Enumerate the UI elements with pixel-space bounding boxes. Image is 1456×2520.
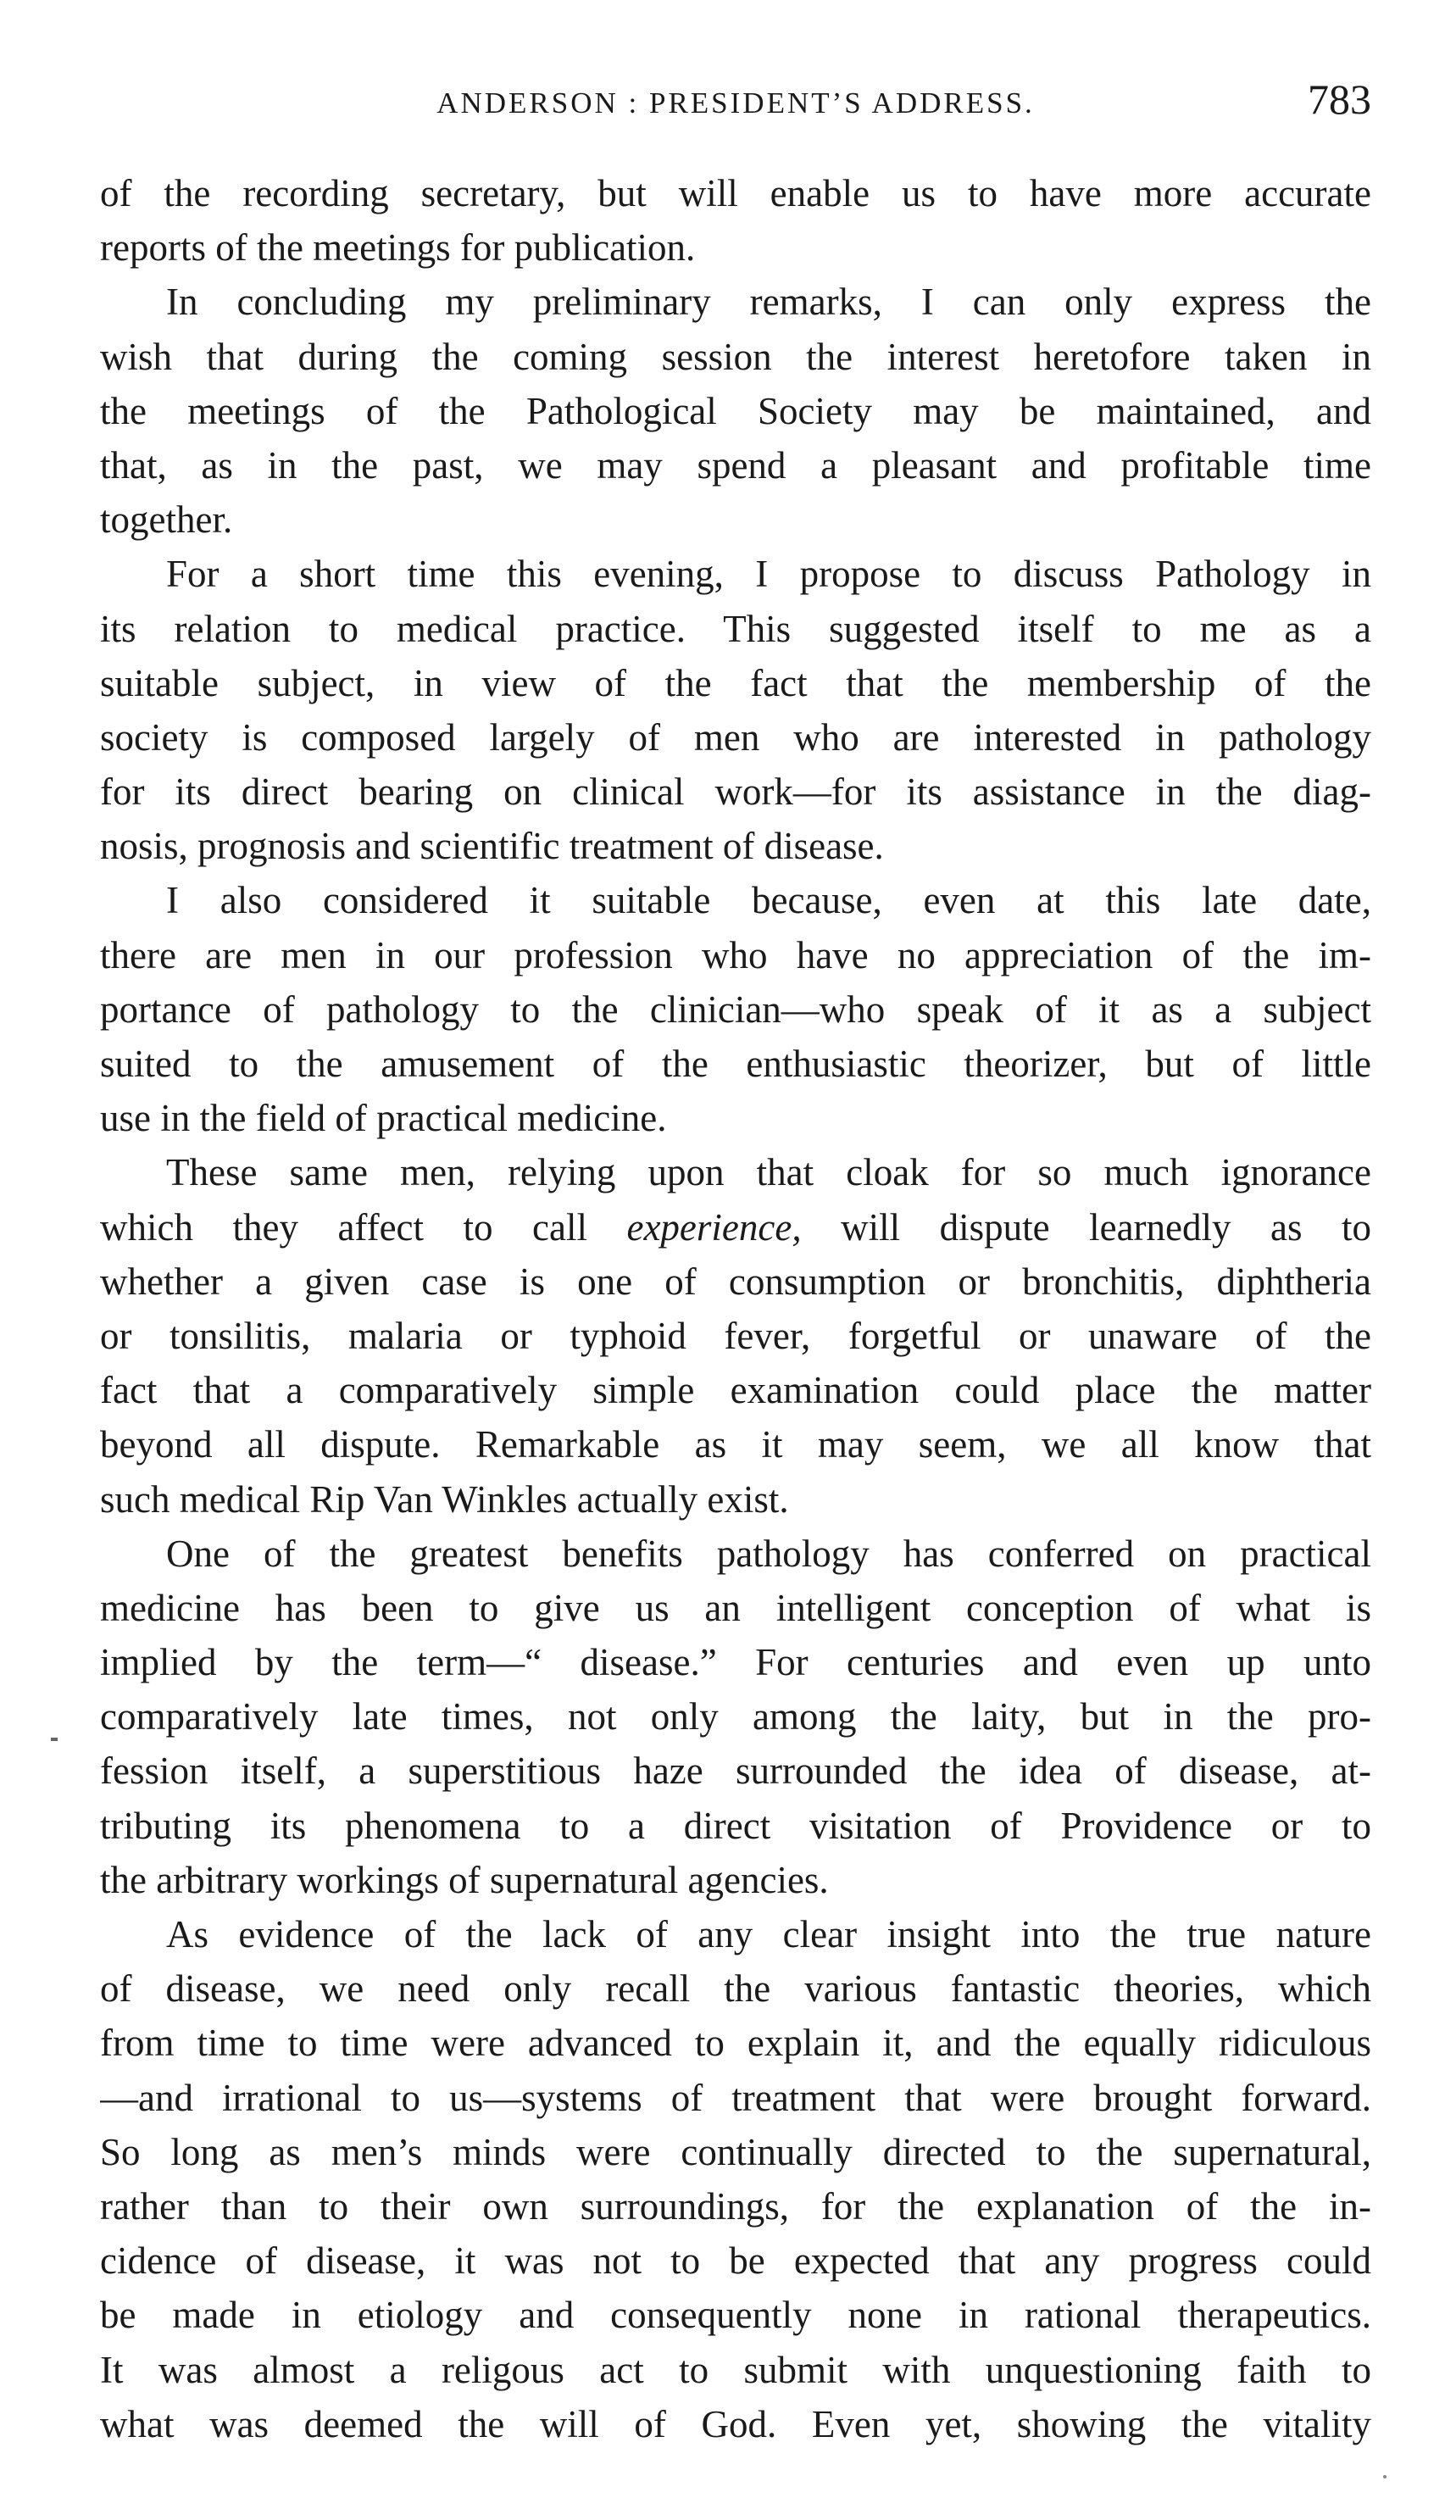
text-line-with-italic: which they affect to call experience, will dispute learnedly as to [100, 1205, 1371, 1249]
text-line: together. [100, 498, 233, 542]
text-line: suitable subject, in view of the fact that the membership of the [100, 661, 1371, 704]
text-line: such medical Rip Van Winkles actually exist. [100, 1477, 789, 1521]
paragraph-first-line: In concluding my preliminary remarks, I can only express the [166, 281, 1371, 324]
text-line: fact that a comparatively simple examination could place the matter [100, 1369, 1371, 1412]
text-line: of the recording secretary, but will enable us to have more accurate [100, 172, 1371, 214]
body-text [100, 166, 1371, 2451]
text-line: rather than to their own surroundings, for the explanation of the in- [100, 2184, 1371, 2228]
text-line: implied by the term—“ disease.” For centuries and even up unto [100, 1641, 1371, 1684]
text-line: —and irrational to us—systems of treatment that were brought forward. [100, 2076, 1371, 2119]
text-line: that, as in the past, we may spend a pleasant and profitable time [100, 443, 1371, 487]
text-line: society is composed largely of men who are interested in pathology [100, 715, 1371, 759]
text-line: nosis, prognosis and scientific treatment of disease. [100, 825, 884, 868]
paragraph-first-line: As evidence of the lack of any clear insight into the true nature [166, 1913, 1371, 1955]
text-line: tributing its phenomena to a direct visitation of Providence or to [100, 1804, 1371, 1847]
text-line: for its direct bearing on clinical work—for its assistance in the diag- [100, 770, 1371, 814]
text-line: reports of the meetings for publication. [100, 226, 696, 270]
text-line: So long as men’s minds were continually directed to the supernatural, [100, 2130, 1371, 2173]
text-line: or tonsilitis, malaria or typhoid fever, forgetful or unaware of the [100, 1314, 1371, 1357]
text-line: the meetings of the Pathological Society may be maintained, and [100, 389, 1371, 432]
text-line: be made in etiology and consequently none in rational therapeutics. [100, 2294, 1371, 2337]
text-line: what was deemed the will of God. Even yet, showing the vitality [100, 2402, 1371, 2445]
text-line: the arbitrary workings of supernatural agencies. [100, 1858, 829, 1901]
text-line: use in the field of practical medicine. [100, 1097, 667, 1140]
text-line: beyond all dispute. Remarkable as it may seem, we all know that [100, 1423, 1371, 1466]
text-line: there are men in our profession who have no appreciation of the im- [100, 933, 1371, 976]
paragraph-first-line: These same men, relying upon that cloak for so much ignorance [166, 1151, 1371, 1194]
text-line: whether a given case is one of consumption or bronchitis, diphtheria [100, 1260, 1371, 1303]
paragraph-first-line: One of the greatest benefits pathology has conferred on practical [166, 1532, 1371, 1575]
text-line: of disease, we need only recall the various fantastic theories, which [100, 1967, 1371, 2011]
text-line: medicine has been to give us an intelligent conception of what is [100, 1586, 1371, 1629]
text-line: its relation to medical practice. This suggested itself to me as a [100, 607, 1371, 650]
text-line: fession itself, a superstitious haze surrounded the idea of disease, at- [100, 1750, 1371, 1793]
margin-mark [51, 1738, 58, 1741]
text-line: cidence of disease, it was not to be expected that any progress could [100, 2239, 1371, 2283]
paragraph-first-line: I also considered it suitable because, even at this late date, [166, 879, 1371, 922]
page-number: 783 [1308, 75, 1371, 123]
text-line: It was almost a religous act to submit with unquestioning faith to [100, 2348, 1371, 2391]
scan-speck [1383, 2475, 1387, 2478]
text-line: comparatively late times, not only among the laity, but in the pro- [100, 1695, 1371, 1738]
italic-word: experience, [626, 1205, 802, 1249]
running-head: ANDERSON : PRESIDENT’S ADDRESS. [436, 86, 1035, 120]
text-line: from time to time were advanced to explain it, and the equally ridiculous [100, 2022, 1371, 2065]
text-line: portance of pathology to the clinician—who speak of it as a subject [100, 987, 1371, 1031]
paragraph-first-line: For a short time this evening, I propose to discuss Pathology in [166, 553, 1371, 596]
text-line: suited to the amusement of the enthusiastic theorizer, but of little [100, 1043, 1371, 1085]
text-line: wish that during the coming session the interest heretofore taken in [100, 335, 1371, 378]
page-header [100, 75, 1371, 134]
